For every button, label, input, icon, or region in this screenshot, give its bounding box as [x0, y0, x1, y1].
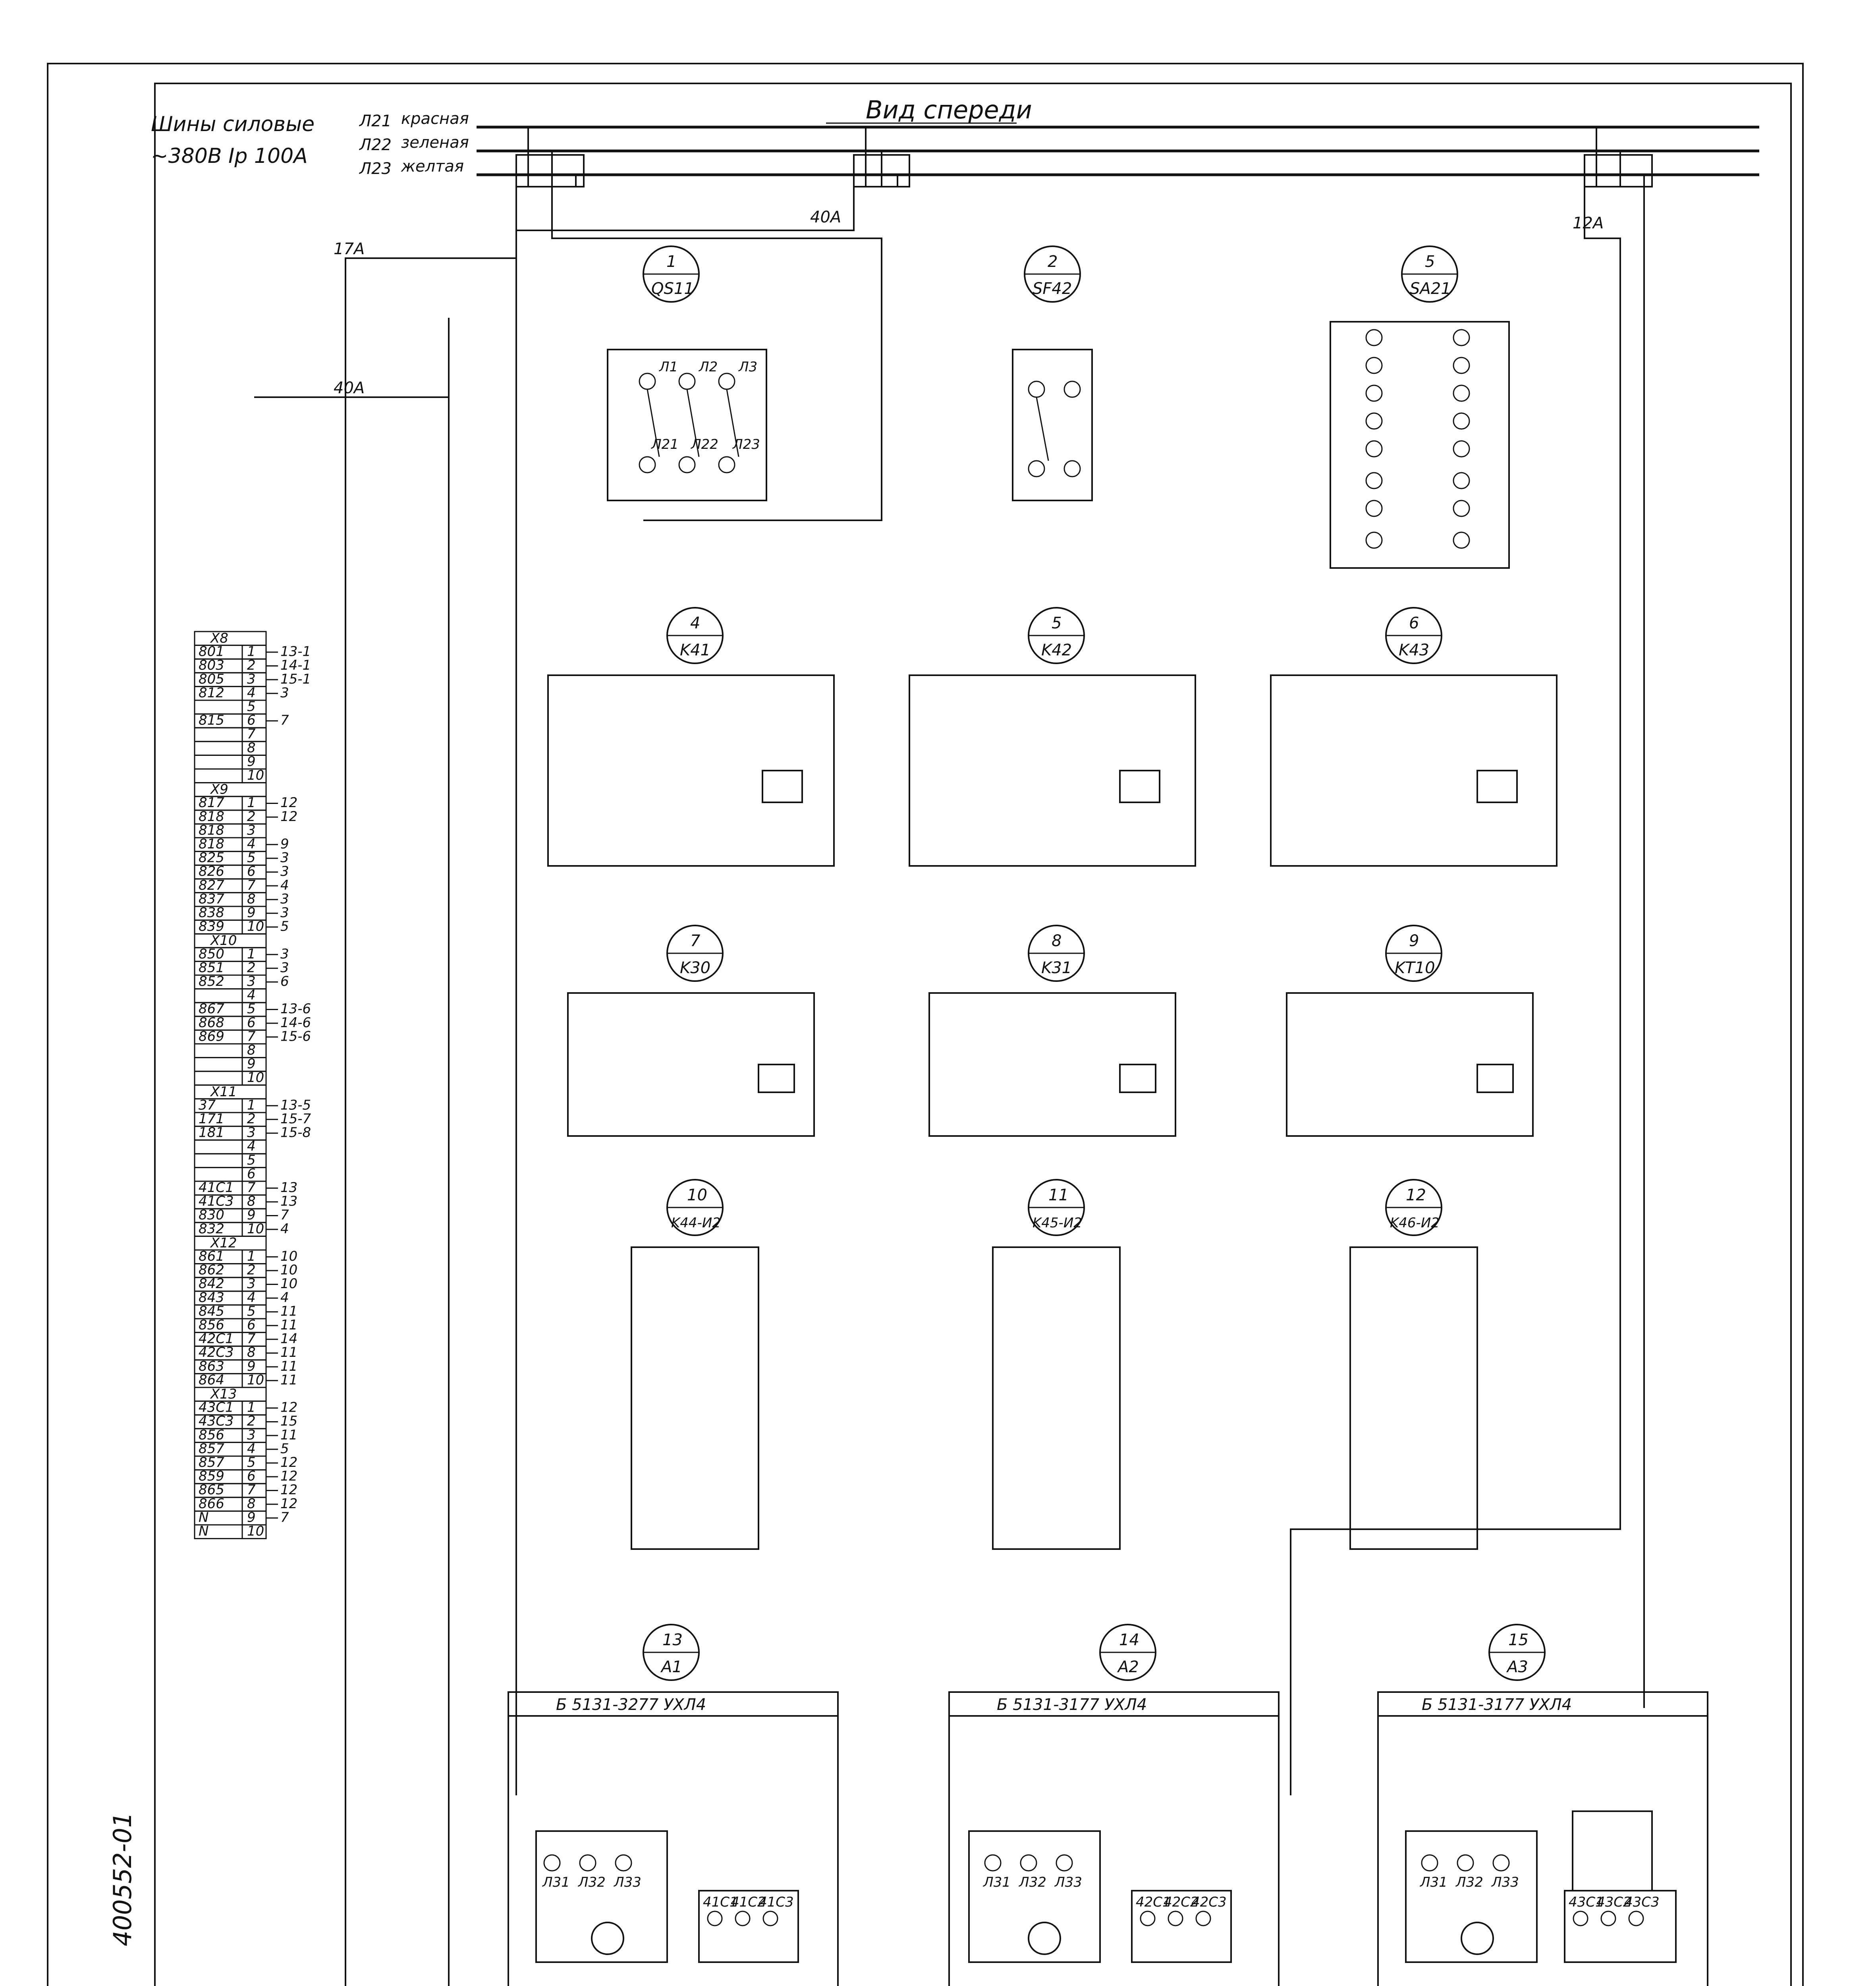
terminal-number: 10: [247, 1523, 264, 1539]
terminal-wire: 43С3: [199, 1413, 234, 1430]
svg-text:5: 5: [1425, 253, 1435, 271]
terminal-destination: 15-6: [280, 1028, 311, 1045]
terminal-wire: 42С3: [199, 1345, 234, 1361]
terminal-number: 7: [247, 877, 256, 893]
terminal-block-title: X9: [210, 781, 228, 798]
module-output-label: 42С1: [1136, 1894, 1171, 1910]
module-output-label: 42С3: [1191, 1894, 1227, 1910]
relay-k43: [1271, 608, 1557, 866]
terminal-wire: 868: [199, 1014, 224, 1031]
terminal-destination: 3: [280, 864, 289, 880]
terminal-destination: 15-7: [280, 1111, 311, 1127]
terminal-destination: 11: [280, 1303, 298, 1319]
svg-text:Б 5131-3177 УХЛ4: Б 5131-3177 УХЛ4: [997, 1696, 1147, 1714]
terminal-wire: 852: [199, 974, 224, 989]
svg-text:4: 4: [690, 614, 701, 632]
terminal-destination: 11: [280, 1317, 298, 1333]
terminal-wire: 869: [199, 1028, 224, 1045]
terminal-number: 6: [247, 1014, 256, 1031]
phase-1-id: Л21: [359, 112, 392, 130]
terminal-number: 9: [247, 1509, 256, 1526]
terminal-wire: 181: [199, 1124, 224, 1141]
phase-3-color: желтая: [401, 157, 464, 176]
terminal-wire: 842: [199, 1276, 224, 1292]
terminal-wire: 41С1: [199, 1180, 234, 1196]
terminal-destination: 15-8: [280, 1124, 311, 1141]
svg-text:Л21: Л21: [651, 437, 679, 452]
terminal-wire: 866: [199, 1495, 224, 1512]
terminal-destination: 11: [280, 1372, 298, 1388]
terminal-destination: 13-5: [280, 1097, 311, 1113]
terminal-number: 1: [247, 1248, 256, 1264]
current-17a: 17А: [334, 240, 365, 258]
terminal-number: 9: [247, 1358, 256, 1374]
terminal-wire: 850: [199, 946, 224, 962]
terminal-destination: 4: [280, 1221, 289, 1237]
terminal-wire: 837: [199, 891, 224, 907]
terminal-number: 6: [247, 864, 256, 880]
relay-k46: [1350, 1180, 1477, 1549]
terminal-destination: 6: [280, 974, 289, 989]
terminal-wire: 815: [199, 712, 224, 728]
module-output-label: 42С2: [1164, 1894, 1199, 1910]
svg-text:8: 8: [1052, 932, 1062, 950]
terminal-number: 3: [247, 1276, 256, 1292]
terminal-number: 10: [247, 1221, 264, 1237]
terminal-destination: 12: [280, 1399, 298, 1416]
terminal-wire: 857: [199, 1455, 224, 1470]
device-sa21: [1330, 246, 1509, 568]
svg-text:SA21: SA21: [1410, 280, 1451, 298]
terminal-number: 7: [247, 726, 256, 742]
terminal-number: 7: [247, 1331, 256, 1347]
terminal-number: 7: [247, 1180, 256, 1196]
terminal-number: 6: [247, 1166, 256, 1182]
svg-text:A1: A1: [661, 1658, 682, 1676]
relay-k31: [929, 925, 1175, 1136]
module-input-label: Л31: [983, 1874, 1011, 1890]
module-input-label: Л32: [1456, 1874, 1483, 1890]
terminal-number: 2: [247, 808, 256, 825]
terminal-destination: 13: [280, 1180, 298, 1196]
svg-text:KT10: KT10: [1395, 959, 1435, 977]
module-output-label: 43С1: [1569, 1894, 1604, 1910]
terminal-destination: 15: [280, 1413, 298, 1430]
terminal-number: 4: [247, 1441, 256, 1457]
terminal-destination: 5: [280, 1441, 289, 1457]
terminal-wire: 818: [199, 822, 224, 838]
terminal-block-title: X8: [210, 630, 228, 646]
terminal-number: 4: [247, 987, 256, 1003]
terminal-wire: 37: [199, 1097, 216, 1113]
terminal-wire: 838: [199, 905, 224, 921]
device-qs11: [608, 246, 766, 500]
terminal-destination: 7: [280, 1509, 289, 1526]
module-input-label: Л33: [1055, 1874, 1082, 1890]
svg-text:14: 14: [1119, 1631, 1139, 1649]
terminal-wire: 851: [199, 960, 224, 976]
terminal-destination: 12: [280, 1468, 298, 1484]
terminal-destination: 12: [280, 1455, 298, 1470]
bus-taps: [516, 127, 1652, 187]
terminal-number: 5: [247, 850, 256, 866]
terminal-destination: 10: [280, 1276, 298, 1292]
terminal-wire: 865: [199, 1482, 224, 1498]
terminal-destination: 7: [280, 1207, 289, 1223]
terminal-destination: 7: [280, 712, 289, 728]
svg-text:A3: A3: [1507, 1658, 1528, 1676]
svg-text:Л1: Л1: [659, 359, 678, 375]
terminal-destination: 14: [280, 1331, 298, 1347]
side-code: 400552-01: [108, 1812, 137, 1946]
terminal-destination: 3: [280, 946, 289, 962]
module-input-label: Л32: [578, 1874, 606, 1890]
svg-text:Л3: Л3: [739, 359, 758, 375]
terminal-number: 5: [247, 1152, 256, 1168]
svg-text:1: 1: [666, 253, 677, 271]
terminal-number: 2: [247, 1413, 256, 1430]
terminal-wire: 857: [199, 1441, 224, 1457]
relay-kt10: [1287, 925, 1533, 1136]
terminal-number: 2: [247, 657, 256, 674]
terminal-wire: 803: [199, 657, 224, 674]
svg-text:13: 13: [662, 1631, 683, 1649]
terminal-destination: 11: [280, 1427, 298, 1443]
terminal-block-title: X13: [210, 1386, 237, 1402]
terminal-wire: 843: [199, 1289, 224, 1306]
terminal-destination: 14-6: [280, 1014, 311, 1031]
terminal-block-title: X12: [210, 1235, 237, 1251]
module-input-label: Л31: [542, 1874, 570, 1890]
relay-k30: [568, 925, 814, 1136]
terminal-destination: 4: [280, 1289, 289, 1306]
svg-text:5: 5: [1052, 614, 1062, 632]
terminal-destination: 3: [280, 905, 289, 921]
terminal-destination: 9: [280, 836, 289, 852]
terminal-wire: 862: [199, 1262, 224, 1278]
terminal-wire: 832: [199, 1221, 224, 1237]
terminal-number: 9: [247, 1056, 256, 1072]
terminal-number: 8: [247, 1193, 256, 1209]
relay-k42: [909, 608, 1195, 866]
terminal-number: 3: [247, 1124, 256, 1141]
terminal-number: 8: [247, 891, 256, 907]
terminal-destination: 3: [280, 891, 289, 907]
phase-buses: [477, 127, 1759, 175]
terminal-number: 8: [247, 740, 256, 756]
terminal-destination: 12: [280, 808, 298, 825]
phase-2-color: зеленая: [401, 133, 469, 152]
terminal-wire: 856: [199, 1317, 224, 1333]
module-a2: [949, 1625, 1279, 1986]
terminal-destination: 10: [280, 1248, 298, 1264]
module-input-label: Л31: [1420, 1874, 1448, 1890]
terminal-number: 10: [247, 1372, 264, 1388]
terminal-wire: 867: [199, 1001, 224, 1017]
svg-text:10: 10: [687, 1186, 707, 1204]
terminal-destination: 3: [280, 685, 289, 701]
terminal-number: 8: [247, 1495, 256, 1512]
terminal-destination: 15-1: [280, 671, 311, 687]
terminal-wire: 827: [199, 877, 224, 893]
terminal-number: 1: [247, 795, 256, 811]
svg-text:Л2: Л2: [699, 359, 718, 375]
svg-text:12: 12: [1406, 1186, 1426, 1204]
terminal-number: 1: [247, 643, 256, 660]
terminal-number: 10: [247, 767, 264, 783]
terminal-blocks: [195, 630, 311, 1539]
terminal-number: 3: [247, 1427, 256, 1443]
svg-text:SF42: SF42: [1033, 280, 1072, 298]
terminal-destination: 4: [280, 877, 289, 893]
terminal-wire: 805: [199, 671, 224, 687]
svg-text:9: 9: [1409, 932, 1419, 950]
terminal-number: 7: [247, 1028, 256, 1045]
terminal-wire: 817: [199, 795, 224, 811]
device-sf42: [1013, 246, 1092, 500]
terminal-number: 9: [247, 753, 256, 770]
terminal-destination: 12: [280, 1482, 298, 1498]
terminal-block-title: X11: [210, 1084, 237, 1100]
terminal-wire: 856: [199, 1427, 224, 1443]
terminal-wire: 859: [199, 1468, 224, 1484]
terminal-wire: 818: [199, 808, 224, 825]
svg-text:7: 7: [690, 932, 701, 950]
terminal-number: 2: [247, 1111, 256, 1127]
terminal-wire: 830: [199, 1207, 224, 1223]
terminal-number: 1: [247, 1399, 256, 1416]
terminal-destination: 12: [280, 795, 298, 811]
module-input-label: Л33: [614, 1874, 641, 1890]
terminal-number: 6: [247, 712, 256, 728]
module-output-label: 41С1: [703, 1894, 738, 1910]
terminal-destination: 11: [280, 1345, 298, 1361]
terminal-number: 5: [247, 1001, 256, 1017]
terminal-wire: 863: [199, 1358, 224, 1374]
module-a1: [508, 1625, 838, 1986]
svg-text:QS11: QS11: [651, 280, 694, 298]
svg-text:A2: A2: [1118, 1658, 1139, 1676]
module-a3: [1378, 1625, 1708, 1986]
relay-k44: [631, 1180, 759, 1549]
current-12a: 12А: [1573, 214, 1604, 232]
current-40a-2: 40А: [334, 379, 365, 397]
power-bus-label: Шины силовые: [151, 112, 315, 136]
terminal-wire: 818: [199, 836, 224, 852]
terminal-wire: 826: [199, 864, 224, 880]
terminal-wire: 801: [199, 643, 224, 660]
terminal-number: 2: [247, 1262, 256, 1278]
svg-text:15: 15: [1508, 1631, 1529, 1649]
terminal-number: 4: [247, 685, 256, 701]
terminal-wire: 825: [199, 850, 224, 866]
terminal-number: 6: [247, 1468, 256, 1484]
terminal-number: 9: [247, 1207, 256, 1223]
terminal-destination: 13: [280, 1193, 298, 1209]
terminal-destination: 10: [280, 1262, 298, 1278]
terminal-destination: 5: [280, 918, 289, 935]
svg-text:Л23: Л23: [733, 437, 760, 452]
svg-text:K45-И2: K45-И2: [1033, 1215, 1082, 1231]
relay-k41: [548, 608, 834, 866]
svg-text:K46-И2: K46-И2: [1390, 1215, 1440, 1231]
terminal-wire: 41С3: [199, 1193, 234, 1209]
terminal-wire: 845: [199, 1303, 224, 1319]
terminal-number: 3: [247, 671, 256, 687]
terminal-wire: N: [199, 1509, 209, 1526]
svg-text:6: 6: [1409, 614, 1419, 632]
svg-text:Б 5131-3277 УХЛ4: Б 5131-3277 УХЛ4: [556, 1696, 706, 1714]
relay-k45: [993, 1180, 1120, 1549]
terminal-number: 10: [247, 918, 264, 935]
svg-text:K42: K42: [1041, 641, 1072, 659]
terminal-number: 5: [247, 1455, 256, 1470]
svg-text:2: 2: [1048, 253, 1058, 271]
terminal-destination: 12: [280, 1495, 298, 1512]
module-input-label: Л33: [1492, 1874, 1519, 1890]
view-title: Вид спереди: [866, 95, 1032, 124]
terminal-number: 4: [247, 1289, 256, 1306]
terminal-wire: 43С1: [199, 1399, 234, 1416]
terminal-wire: 812: [199, 685, 224, 701]
terminal-wire: 861: [199, 1248, 224, 1264]
terminal-destination: 14-1: [280, 657, 311, 674]
terminal-number: 3: [247, 974, 256, 989]
svg-text:K44-И2: K44-И2: [671, 1215, 721, 1231]
svg-text:K30: K30: [680, 959, 711, 977]
terminal-number: 8: [247, 1345, 256, 1361]
terminal-number: 6: [247, 1317, 256, 1333]
module-output-label: 41С2: [731, 1894, 766, 1910]
terminal-number: 8: [247, 1042, 256, 1058]
phase-1-color: красная: [401, 110, 469, 128]
svg-text:Б 5131-3177 УХЛ4: Б 5131-3177 УХЛ4: [1422, 1696, 1572, 1714]
terminal-number: 4: [247, 836, 256, 852]
terminal-number: 1: [247, 946, 256, 962]
svg-text:11: 11: [1048, 1186, 1069, 1204]
terminal-number: 7: [247, 1482, 256, 1498]
terminal-number: 1: [247, 1097, 256, 1113]
terminal-number: 10: [247, 1070, 264, 1086]
svg-text:Л22: Л22: [691, 437, 718, 452]
terminal-destination: 13-1: [280, 643, 311, 660]
module-output-label: 41С3: [759, 1894, 794, 1910]
terminal-number: 5: [247, 1303, 256, 1319]
terminal-number: 5: [247, 699, 256, 715]
terminal-block-title: X10: [210, 933, 237, 949]
module-output-label: 43С2: [1596, 1894, 1632, 1910]
terminal-number: 2: [247, 960, 256, 976]
terminal-wire: 171: [199, 1111, 224, 1127]
terminal-number: 9: [247, 905, 256, 921]
terminal-wire: 864: [199, 1372, 224, 1388]
terminal-destination: 3: [280, 960, 289, 976]
module-input-label: Л32: [1019, 1874, 1046, 1890]
terminal-wire: N: [199, 1523, 209, 1539]
terminal-number: 3: [247, 822, 256, 838]
terminal-destination: 3: [280, 850, 289, 866]
svg-text:K41: K41: [680, 641, 711, 659]
phase-3-id: Л23: [359, 160, 392, 178]
power-bus-rating: ~380В Iр 100А: [151, 144, 308, 168]
module-output-label: 43С3: [1624, 1894, 1660, 1910]
terminal-destination: 11: [280, 1358, 298, 1374]
terminal-number: 4: [247, 1138, 256, 1155]
current-40a-1: 40А: [810, 208, 841, 226]
phase-2-id: Л22: [359, 136, 392, 154]
terminal-wire: 839: [199, 918, 224, 935]
terminal-wire: 42С1: [199, 1331, 234, 1347]
svg-text:K31: K31: [1041, 959, 1072, 977]
terminal-destination: 13-6: [280, 1001, 311, 1017]
svg-text:K43: K43: [1399, 641, 1430, 659]
